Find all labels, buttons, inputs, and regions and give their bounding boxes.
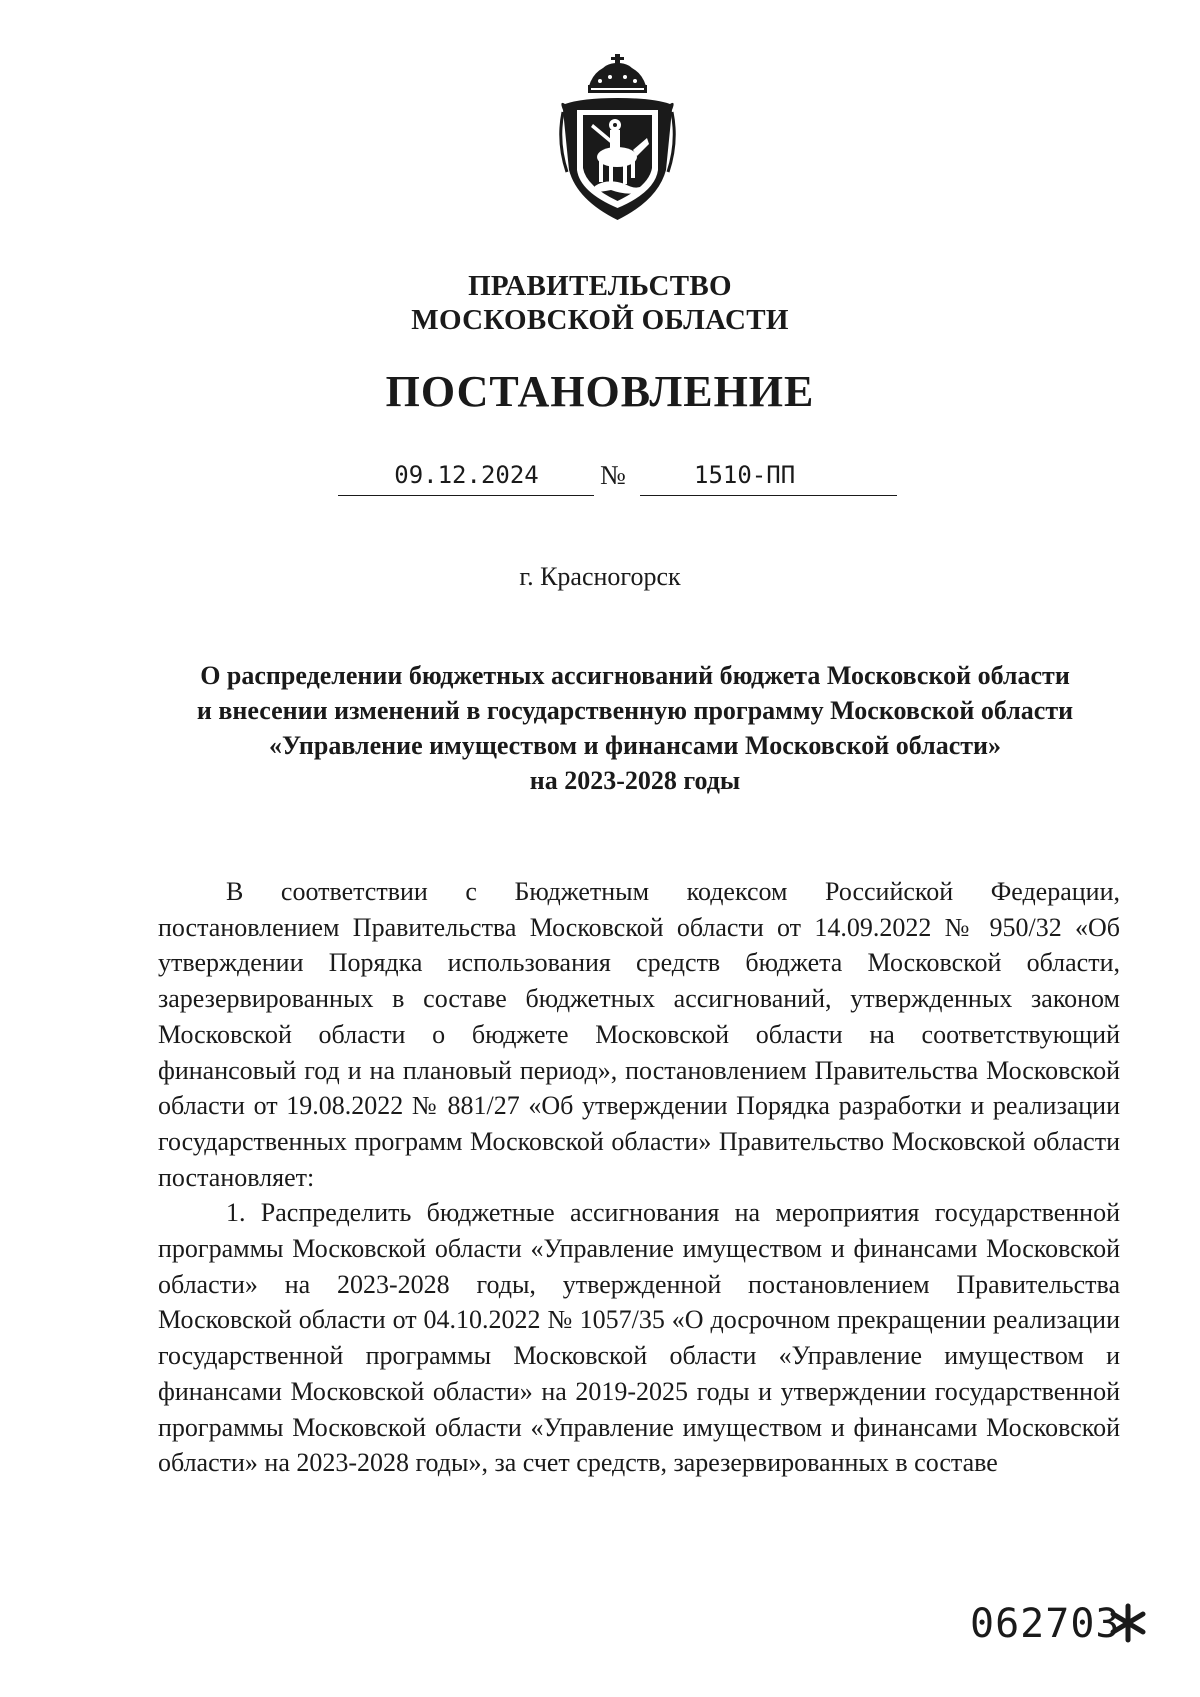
- subject-line: на 2023-2028 годы: [529, 766, 741, 795]
- document-body: [158, 874, 1120, 1481]
- document-type-title: ПОСТАНОВЛЕНИЕ: [385, 367, 815, 416]
- document-subject-heading: [140, 658, 1130, 798]
- subject-line: и внесении изменений в государственную программу Московской области: [196, 696, 1074, 725]
- registration-number: 1510-ПП: [694, 461, 796, 489]
- asterisk-mark-icon: [1108, 1598, 1148, 1648]
- number-sign: №: [600, 460, 626, 490]
- page-serial-code: 062703: [970, 1601, 1121, 1647]
- registration-date-underline: [338, 495, 594, 496]
- government-name-line2: МОСКОВСКОЙ ОБЛАСТИ: [411, 304, 789, 336]
- preamble-paragraph: В соответствии с Бюджетным кодексом Российской Федерации, постановлением Правительства Московской области от 14.09.2022 № 950/32 «Об утверждении Порядка использования средств бюджета Московской области, зарезервированных в составе бюджетных ассигнований, утвержденных законом Московской области о бюджете Московской области на соответствующий финансовый год и на плановый период», постановлением Правительства Московской области от 19.08.2022 № 881/27 «Об утверждении Порядка разработки и реализации государственных программ Московской области» Правительство Московской области постановляет:: [158, 877, 1120, 1192]
- registration-date: 09.12.2024: [394, 461, 539, 489]
- clause-1-paragraph: 1. Распределить бюджетные ассигнования на мероприятия государственной программы Московской области «Управление имуществом и финансами Московской области» на 2023-2028 годы, утвержденной постановлением Правительства Московской области от 04.10.2022 № 1057/35 «О досрочном прекращении реализации государственной программы Московской области «Управление имуществом и финансами Московской области» на 2019-2025 годы и утверждении государственной программы Московской области «Управление имуществом и финансами Московской области» на 2023-2028 годы», за счет средств, зарезервированных в составе: [158, 1198, 1120, 1478]
- registration-number-underline: [640, 495, 897, 496]
- government-name-line1: ПРАВИТЕЛЬСТВО: [468, 270, 732, 302]
- subject-line: О распределении бюджетных ассигнований бюджета Московской области: [200, 661, 1070, 690]
- moscow-oblast-coat-of-arms-icon: [555, 52, 680, 224]
- subject-line: «Управление имуществом и финансами Московской области»: [268, 731, 1002, 760]
- place-of-adoption: г. Красногорск: [519, 562, 681, 591]
